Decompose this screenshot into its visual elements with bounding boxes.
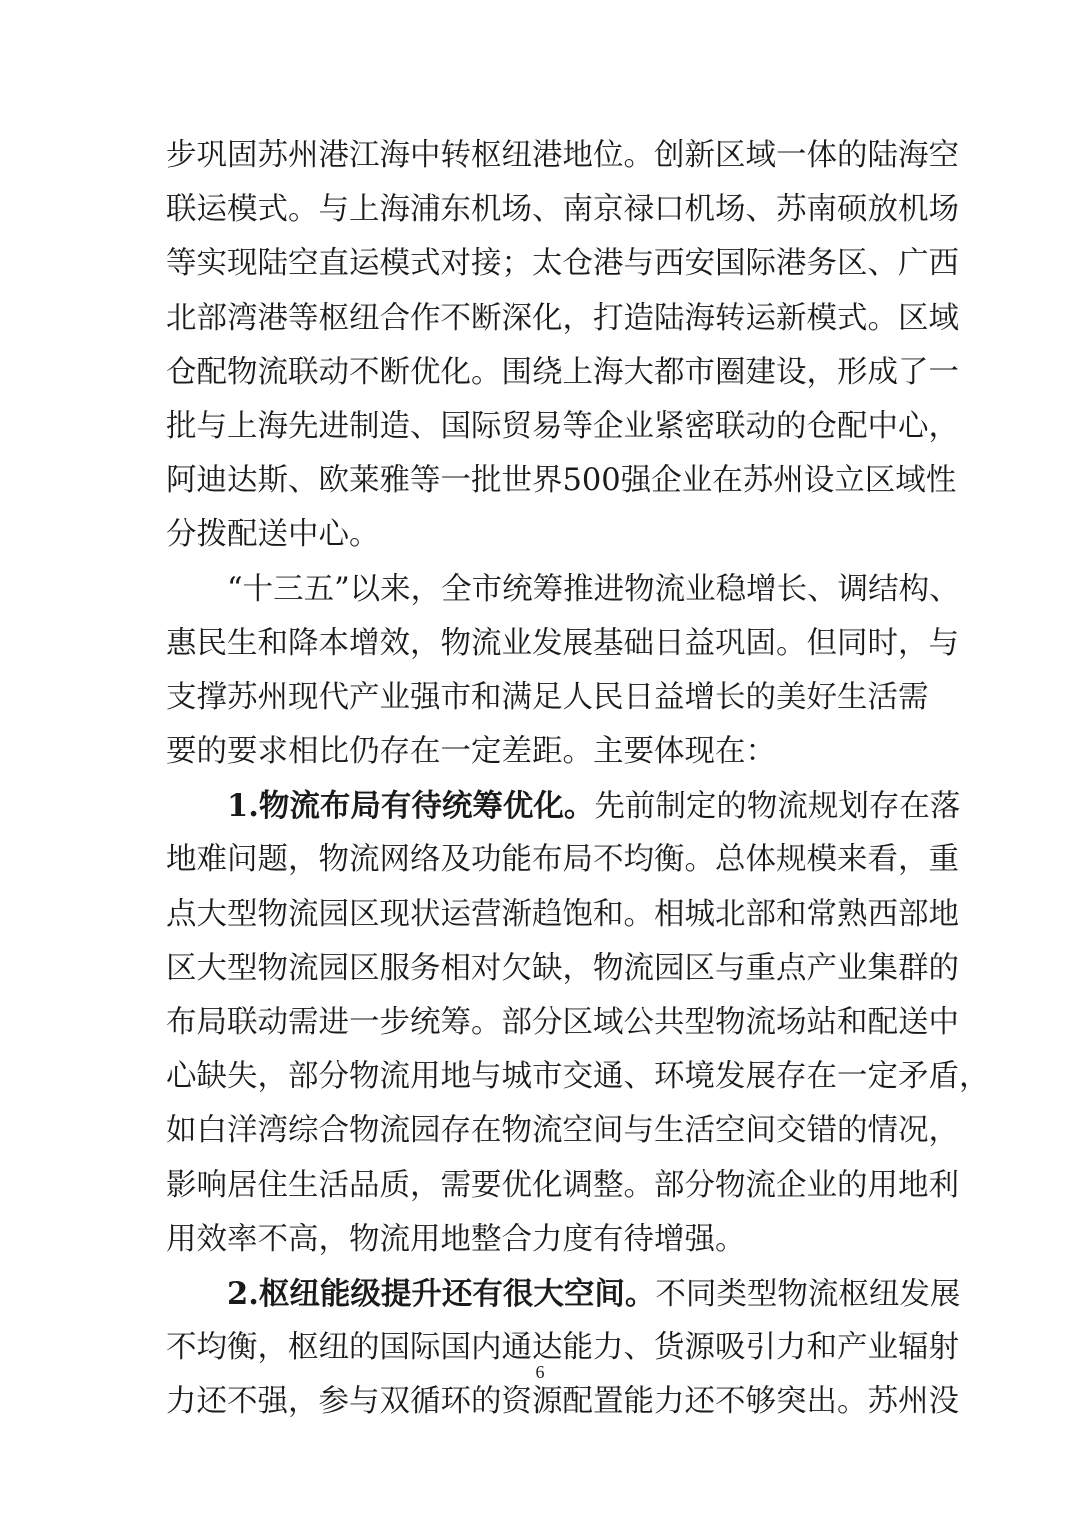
- text-line: 布局联动需进一步统筹。部分区域公共型物流场站和配送中: [166, 1005, 959, 1040]
- text-line: 批与上海先进制造、国际贸易等企业紧密联动的仓配中心，: [166, 408, 959, 444]
- text-line: 仓配物流联动不断优化。围绕上海大都市圈建设，形成了一: [166, 354, 959, 390]
- text-line: 北部湾港等枢纽合作不断深化，打造陆海转运新模式。区域: [166, 300, 959, 336]
- text-line: 等实现陆空直运模式对接；太仓港与西安国际港务区、广西: [166, 246, 959, 282]
- text-line: 点大型物流园区现状运营渐趋饱和。相城北部和常熟西部地: [166, 896, 959, 932]
- text-line: 联运模式。与上海浦东机场、南京禄口机场、苏南硕放机场: [166, 192, 959, 228]
- text-line: 用效率不高，物流用地整合力度有待增强。: [166, 1221, 746, 1257]
- text-line: 惠民生和降本增效，物流业发展基础日益巩固。但同时，与: [166, 625, 959, 661]
- text-line: 不均衡，枢纽的国际国内通达能力、货源吸引力和产业辐射: [166, 1330, 959, 1366]
- text-line: “十三五”以来，全市统筹推进物流业稳增长、调结构、: [227, 571, 960, 607]
- text-line: 地难问题，物流网络及功能布局不均衡。总体规模来看，重: [166, 842, 959, 878]
- text-line: 影响居住生活品质，需要优化调整。部分物流企业的用地利: [166, 1167, 959, 1203]
- text-line: 要的要求相比仍存在一定差距。主要体现在：: [166, 734, 776, 770]
- text-line: 区大型物流园区服务相对欠缺，物流园区与重点产业集群的: [166, 950, 959, 986]
- text-line: 如白洋湾综合物流园存在物流空间与生活空间交错的情况，: [166, 1113, 959, 1149]
- section-first-line: [166, 779, 961, 833]
- section-heading: 2.枢纽能级提升还有很大空间。: [227, 1275, 656, 1312]
- text-line: 步巩固苏州港江海中转枢纽港地位。创新区域一体的陆海空: [166, 138, 959, 173]
- section-heading: 1.物流布局有待统筹优化。: [227, 788, 595, 825]
- text-line: 阿迪达斯、欧莱雅等一批世界500强企业在苏州设立区域性: [166, 463, 957, 499]
- text-line: 支撑苏州现代产业强市和满足人民日益增长的美好生活需: [166, 679, 929, 715]
- body-text: [166, 129, 990, 1430]
- section-first-line: [166, 1267, 961, 1321]
- text-line: 心缺失，部分物流用地与城市交通、环境发展存在一定矛盾，: [166, 1059, 990, 1095]
- section-text: 不同类型物流枢纽发展: [655, 1276, 961, 1312]
- section-text: 先前制定的物流规划存在落: [594, 789, 961, 825]
- text-line: 力还不强，参与双循环的资源配置能力还不够突出。苏州没: [166, 1384, 959, 1420]
- page-number: 6: [535, 1362, 545, 1382]
- text-line: 分拨配送中心。: [166, 517, 380, 553]
